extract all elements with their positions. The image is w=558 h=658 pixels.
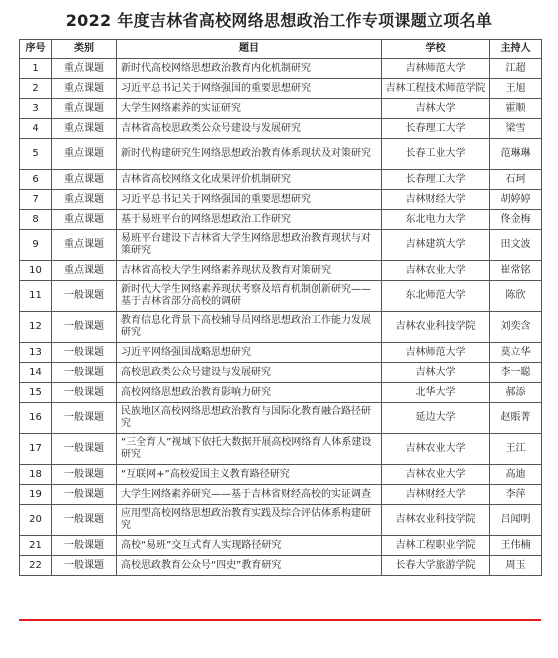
row-number: 19 (20, 485, 52, 505)
row-number: 2 (20, 79, 52, 99)
row-topic: 吉林省高校思政类公众号建设与发展研究 (117, 119, 382, 139)
row-topic: 高校网络思想政治教育影响力研究 (117, 383, 382, 403)
table-row (20, 383, 542, 403)
table-row (20, 79, 542, 99)
row-school: 长春工业大学 (382, 139, 490, 170)
row-host: 胡婷婷 (490, 190, 542, 210)
row-type: 一般课题 (52, 505, 117, 536)
row-type: 重点课题 (52, 230, 117, 261)
project-list-table (19, 39, 542, 576)
row-host: 李萍 (490, 485, 542, 505)
table-row (20, 230, 542, 261)
row-school: 东北电力大学 (382, 210, 490, 230)
row-school: 吉林工程技术师范学院 (382, 79, 490, 99)
table-row (20, 363, 542, 383)
table-row (20, 485, 542, 505)
header-host: 主持人 (490, 40, 542, 59)
row-school: 吉林农业大学 (382, 434, 490, 465)
row-school: 吉林财经大学 (382, 190, 490, 210)
row-host: 吕闻明 (490, 505, 542, 536)
row-type: 一般课题 (52, 312, 117, 343)
row-type: 重点课题 (52, 170, 117, 190)
row-host: 佟金梅 (490, 210, 542, 230)
row-topic: 新时代构建研究生网络思想政治教育体系现状及对策研究 (117, 139, 382, 170)
row-number: 18 (20, 465, 52, 485)
row-type: 一般课题 (52, 363, 117, 383)
row-type: 重点课题 (52, 59, 117, 79)
row-topic: “互联网+”高校爱国主义教育路径研究 (117, 465, 382, 485)
row-topic: 吉林省高校大学生网络素养现状及教育对策研究 (117, 261, 382, 281)
row-school: 吉林农业科技学院 (382, 505, 490, 536)
table-row (20, 170, 542, 190)
table-row (20, 99, 542, 119)
row-number: 9 (20, 230, 52, 261)
row-type: 一般课题 (52, 383, 117, 403)
row-school: 延边大学 (382, 403, 490, 434)
row-type: 一般课题 (52, 434, 117, 465)
row-type: 一般课题 (52, 281, 117, 312)
row-number: 20 (20, 505, 52, 536)
row-type: 重点课题 (52, 139, 117, 170)
row-topic: 大学生网络素养研究——基于吉林省财经高校的实证调查 (117, 485, 382, 505)
row-number: 13 (20, 343, 52, 363)
row-school: 长春理工大学 (382, 119, 490, 139)
row-school: 吉林农业大学 (382, 261, 490, 281)
row-type: 重点课题 (52, 210, 117, 230)
row-school: 长春理工大学 (382, 170, 490, 190)
table-header-row (20, 40, 542, 59)
row-topic: 习近平总书记关于网络强国的重要思想研究 (117, 190, 382, 210)
row-topic: 习近平网络强国战略思想研究 (117, 343, 382, 363)
row-type: 一般课题 (52, 465, 117, 485)
row-host: 郝添 (490, 383, 542, 403)
row-type: 一般课题 (52, 485, 117, 505)
header-topic: 题目 (117, 40, 382, 59)
row-topic: 新时代高校网络思想政治教育内化机制研究 (117, 59, 382, 79)
row-host: 陈欣 (490, 281, 542, 312)
table-row (20, 312, 542, 343)
row-host: 梁雪 (490, 119, 542, 139)
row-topic: 基于易班平台的网络思想政治工作研究 (117, 210, 382, 230)
row-host: 王江 (490, 434, 542, 465)
row-number: 15 (20, 383, 52, 403)
row-number: 8 (20, 210, 52, 230)
row-topic: 大学生网络素养的实证研究 (117, 99, 382, 119)
row-type: 一般课题 (52, 343, 117, 363)
row-number: 16 (20, 403, 52, 434)
row-topic: “三全育人”视域下依托大数据开展高校网络育人体系建设研究 (117, 434, 382, 465)
row-number: 11 (20, 281, 52, 312)
table-row (20, 343, 542, 363)
row-school: 吉林大学 (382, 99, 490, 119)
row-number: 21 (20, 536, 52, 556)
table-row (20, 210, 542, 230)
header-type: 类别 (52, 40, 117, 59)
row-type: 一般课题 (52, 403, 117, 434)
row-school: 吉林师范大学 (382, 59, 490, 79)
table-row (20, 281, 542, 312)
table-row (20, 465, 542, 485)
row-host: 崔常铭 (490, 261, 542, 281)
table-row (20, 536, 542, 556)
row-school: 北华大学 (382, 383, 490, 403)
row-number: 3 (20, 99, 52, 119)
row-number: 22 (20, 556, 52, 576)
row-host: 高迪 (490, 465, 542, 485)
row-host: 王伟楠 (490, 536, 542, 556)
row-host: 莫立华 (490, 343, 542, 363)
header-no: 序号 (20, 40, 52, 59)
row-host: 周玉 (490, 556, 542, 576)
table-row (20, 119, 542, 139)
table-row (20, 556, 542, 576)
row-number: 17 (20, 434, 52, 465)
row-number: 4 (20, 119, 52, 139)
table-row (20, 403, 542, 434)
table-row (20, 261, 542, 281)
row-host: 刘奕含 (490, 312, 542, 343)
row-topic: 应用型高校网络思想政治教育实践及综合评估体系构建研究 (117, 505, 382, 536)
row-host: 赵賬菁 (490, 403, 542, 434)
header-school: 学校 (382, 40, 490, 59)
row-topic: 新时代大学生网络素养现状考察及培育机制创新研究——基于吉林省部分高校的调研 (117, 281, 382, 312)
table-row (20, 190, 542, 210)
row-topic: 吉林省高校网络文化成果评价机制研究 (117, 170, 382, 190)
row-number: 1 (20, 59, 52, 79)
row-topic: 高校“易班”交互式育人实现路径研究 (117, 536, 382, 556)
row-number: 14 (20, 363, 52, 383)
row-number: 7 (20, 190, 52, 210)
table-row (20, 139, 542, 170)
row-host: 王旭 (490, 79, 542, 99)
row-number: 5 (20, 139, 52, 170)
table-row (20, 434, 542, 465)
row-host: 李一聪 (490, 363, 542, 383)
row-host: 石珂 (490, 170, 542, 190)
row-host: 范琳琳 (490, 139, 542, 170)
row-type: 重点课题 (52, 190, 117, 210)
table-row (20, 59, 542, 79)
row-host: 田文波 (490, 230, 542, 261)
row-type: 一般课题 (52, 556, 117, 576)
row-topic: 高校思政类公众号建设与发展研究 (117, 363, 382, 383)
row-school: 吉林大学 (382, 363, 490, 383)
row-school: 长春大学旅游学院 (382, 556, 490, 576)
row-school: 吉林工程职业学院 (382, 536, 490, 556)
row-type: 重点课题 (52, 99, 117, 119)
row-topic: 易班平台建设下吉林省大学生网络思想政治教育现状与对策研究 (117, 230, 382, 261)
row-number: 6 (20, 170, 52, 190)
row-school: 吉林师范大学 (382, 343, 490, 363)
row-topic: 高校思政教育公众号“四史”教育研究 (117, 556, 382, 576)
row-number: 10 (20, 261, 52, 281)
row-school: 吉林财经大学 (382, 485, 490, 505)
row-number: 12 (20, 312, 52, 343)
row-school: 吉林农业大学 (382, 465, 490, 485)
row-topic: 民族地区高校网络思想政治教育与国际化教育融合路径研究 (117, 403, 382, 434)
row-school: 吉林农业科技学院 (382, 312, 490, 343)
row-type: 一般课题 (52, 536, 117, 556)
table-body (20, 59, 542, 576)
row-host: 霍顺 (490, 99, 542, 119)
row-topic: 习近平总书记关于网络强国的重要思想研究 (117, 79, 382, 99)
row-type: 重点课题 (52, 119, 117, 139)
row-host: 江超 (490, 59, 542, 79)
row-type: 重点课题 (52, 79, 117, 99)
row-school: 东北师范大学 (382, 281, 490, 312)
page-title: 2022 年度吉林省高校网络思想政治工作专项课题立项名单 (65, 11, 493, 30)
highlight-underline (19, 619, 541, 621)
table-row (20, 505, 542, 536)
row-school: 吉林建筑大学 (382, 230, 490, 261)
row-type: 重点课题 (52, 261, 117, 281)
row-topic: 教育信息化背景下高校辅导员网络思想政治工作能力发展研究 (117, 312, 382, 343)
